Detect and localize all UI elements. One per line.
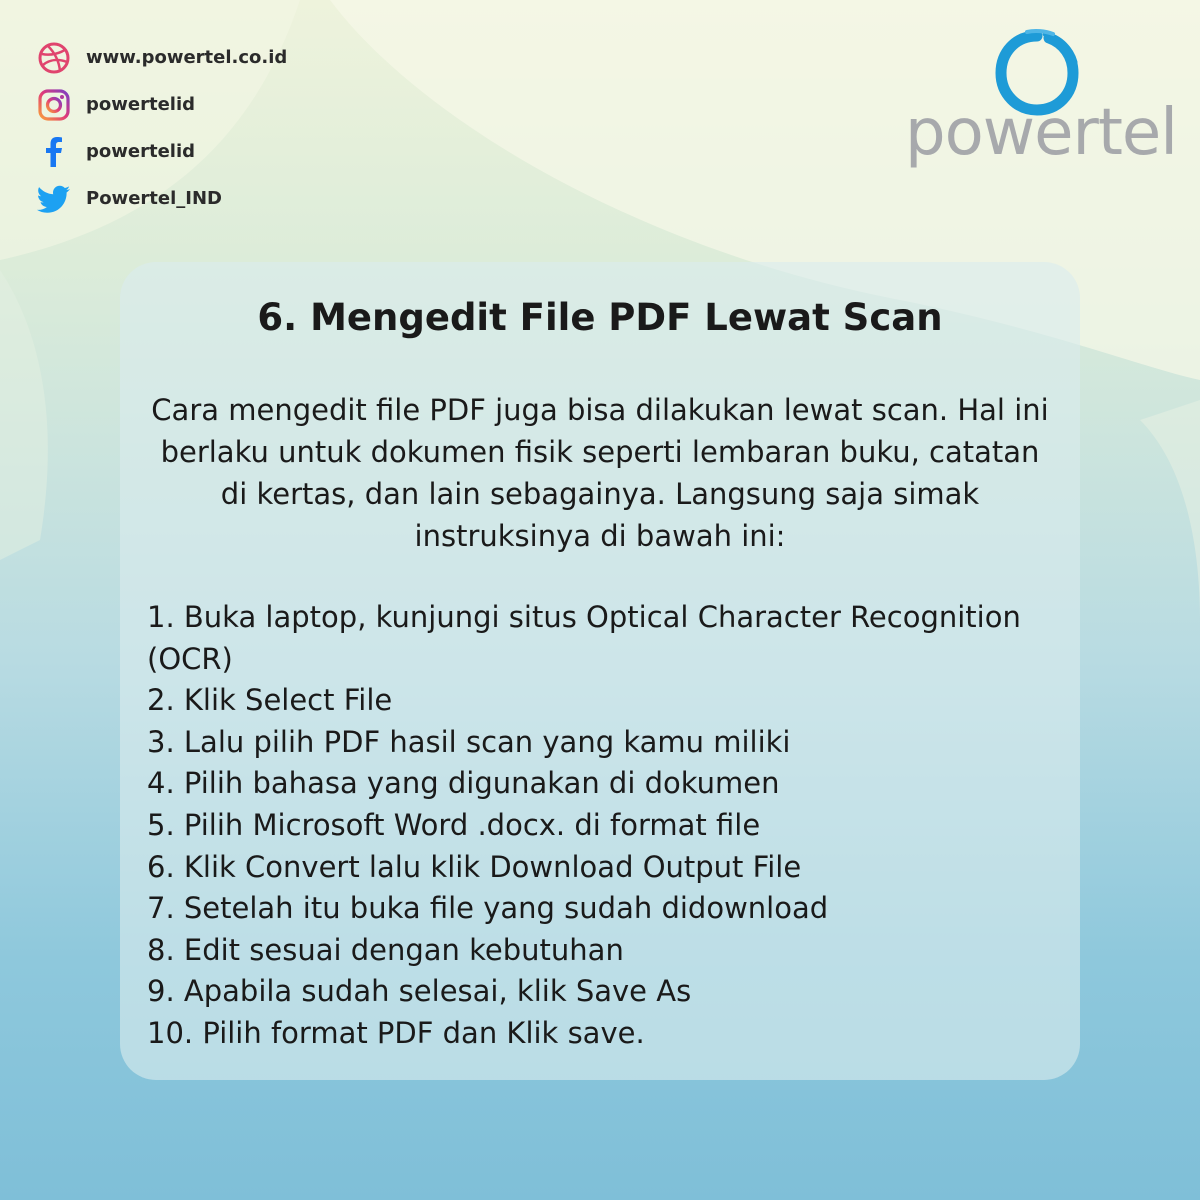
list-item: 3. Lalu pilih PDF hasil scan yang kamu miliki (147, 724, 791, 759)
social-item-facebook[interactable] (36, 128, 287, 175)
facebook-label: powertelid (86, 141, 196, 162)
powertel-logo (905, 28, 1178, 178)
intro-paragraph: Cara mengedit file PDF juga bisa dilakukan lewat scan. Hal ini berlaku untuk dokumen fisik seperti lembaran buku, catatan di kertas, dan lain sebagainya. Langsung saja simak instruksinya di bawah ini: (151, 393, 1049, 553)
social-item-instagram[interactable] (36, 81, 287, 128)
card-title: 6. Mengedit File PDF Lewat Scan (257, 296, 943, 339)
list-item: 2. Klik Select File (147, 683, 393, 718)
twitter-label: Powertel_IND (86, 188, 222, 209)
social-item-website[interactable] (36, 34, 287, 81)
facebook-icon (36, 134, 72, 170)
list-item: 10. Pilih format PDF dan Klik save. (147, 1015, 645, 1050)
instagram-icon (36, 87, 72, 123)
steps-list (147, 597, 1047, 1055)
social-links (36, 34, 287, 222)
logo-text: powertel (905, 96, 1178, 170)
list-item: 7. Setelah itu buka file yang sudah didownload (147, 891, 829, 926)
list-item: 1. Buka laptop, kunjungi situs Optical Character Recognition (OCR) (147, 600, 1021, 676)
list-item: 4. Pilih bahasa yang digunakan di dokumen (147, 766, 780, 801)
social-item-twitter[interactable] (36, 175, 287, 222)
list-item: 6. Klik Convert lalu klik Download Output File (147, 849, 802, 884)
list-item: 9. Apabila sudah selesai, klik Save As (147, 974, 692, 1009)
website-label: www.powertel.co.id (86, 47, 288, 68)
dribbble-icon (36, 40, 72, 76)
instagram-label: powertelid (86, 94, 196, 115)
list-item: 8. Edit sesuai dengan kebutuhan (147, 932, 624, 967)
twitter-icon (36, 181, 72, 217)
list-item: 5. Pilih Microsoft Word .docx. di format file (147, 807, 761, 842)
